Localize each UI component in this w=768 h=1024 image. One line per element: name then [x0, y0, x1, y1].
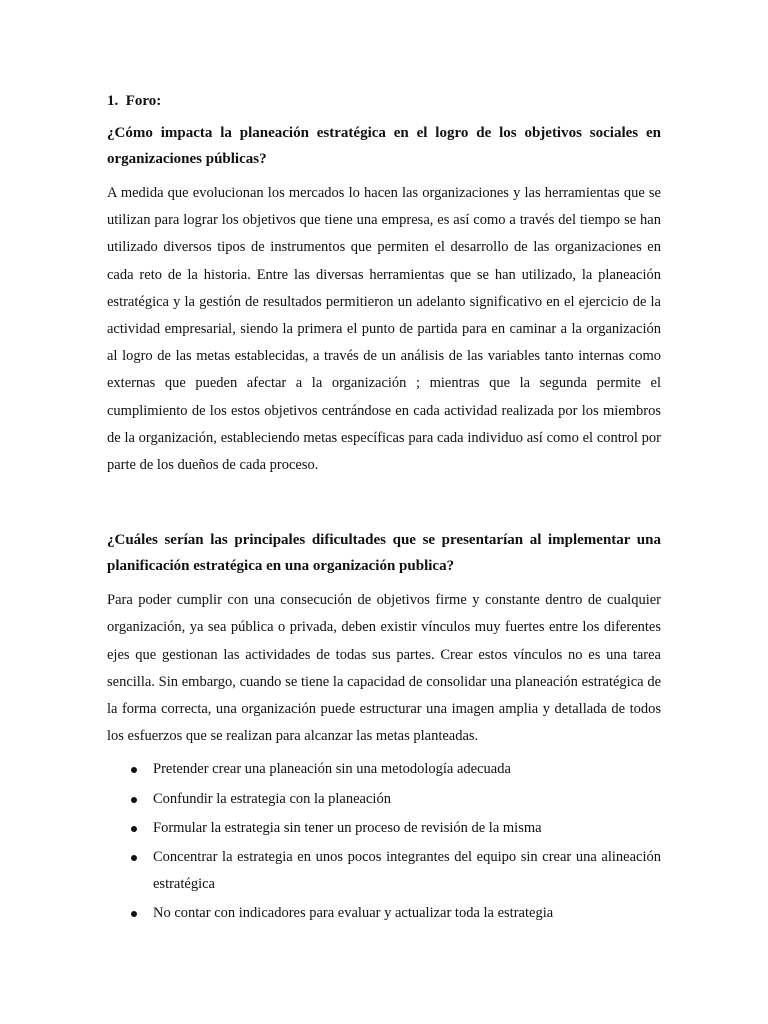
bullet-icon: [131, 826, 137, 832]
list-item: [107, 786, 661, 813]
bullet-icon: [131, 797, 137, 803]
list-item-text: No contar con indicadores para evaluar y actualizar toda la estrategia: [153, 905, 554, 922]
question-1: ¿Cómo impacta la planeación estratégica en el logro de los objetivos sociales en organizaciones públicas?: [107, 125, 661, 167]
list-item: [107, 815, 661, 842]
answer-2-paragraph: Para poder cumplir con una consecución de objetivos firme y constante dentro de cualquier organización, ya sea pública o privada, deben existir vínculos muy fuertes entre los diferentes ejes que gestionan las actividades de todas sus partes. Crear estos vínculos no es una tarea sencilla. Sin embargo, cuando se tiene la capacidad de consolidar una planeación estratégica de la forma correcta, una organización puede estructurar una imagen amplia y detallada de todos los esfuerzos que se realizan para alcanzar las metas planteadas.: [107, 592, 661, 745]
question-2: ¿Cuáles serían las principales dificultades que se presentarían al implementar una planificación estratégica en una organización publica?: [107, 532, 661, 575]
list-item: [107, 844, 661, 898]
list-item-text: Pretender crear una planeación sin una metodología adecuada: [153, 761, 511, 778]
list-item: [107, 756, 661, 783]
section-spacer: [107, 479, 661, 527]
difficulties-list: [107, 756, 661, 927]
answer-1-paragraph: A medida que evolucionan los mercados lo hacen las organizaciones y las herramientas que se utilizan para lograr los objetivos que tiene una empresa, es así como a través del tiempo se han utilizado diversos tipos de instrumentos que permiten el desarrollo de las organizaciones en cada reto de la historia. Entre las diversas herramientas que se han utilizado, la planeación estratégica y la gestión de resultados permitieron un adelanto significativo en el ejercicio de la actividad empresarial, siendo la primera el punto de partida para en caminar a la organización al logro de las metas establecidas, a través de un análisis de las variables tanto internas como externas que pueden afectar a la organización ; mientras que la segunda permite el cumplimiento de los estos objetivos centrándose en cada actividad realizada por los miembros de la organización, estableciendo metas específicas para cada individuo así como el control por parte de los dueños de cada proceso.: [107, 185, 661, 474]
bullet-icon: [131, 855, 137, 861]
list-item-text: Concentrar la estrategia en unos pocos integrantes del equipo sin crear una alineación estratégica: [153, 849, 661, 893]
section-title: Foro:: [125, 93, 162, 109]
bullet-icon: [131, 911, 137, 917]
section-heading: [107, 88, 661, 114]
list-item-text: Confundir la estrategia con la planeación: [153, 790, 391, 807]
list-item: [107, 900, 661, 927]
section-number: 1.: [107, 93, 119, 109]
list-item-text: Formular la estrategia sin tener un proceso de revisión de la misma: [153, 819, 542, 836]
bullet-icon: [131, 767, 137, 773]
